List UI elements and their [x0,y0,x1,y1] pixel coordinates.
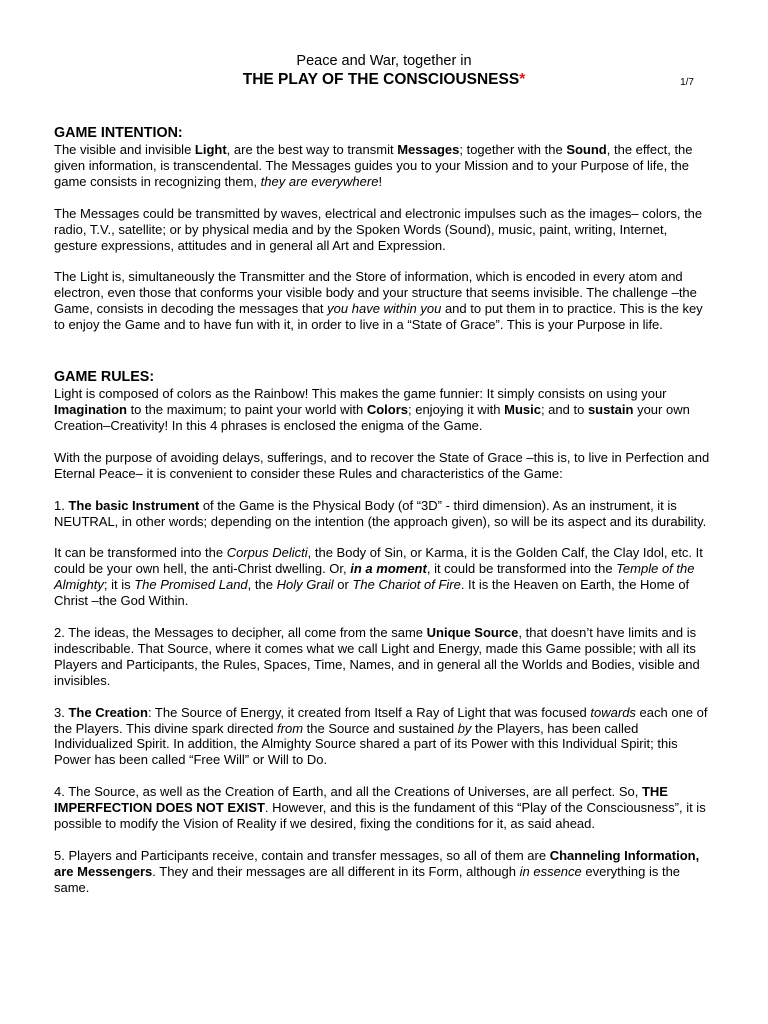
rule-1-continued: It can be transformed into the Corpus Delicti, the Body of Sin, or Karma, it is the Golden Calf, the Clay Idol, etc. It could be your own hell, the anti-Christ dwelling. Or, in a moment, it could be transformed into the Temple of the Almighty; it is The Promised Land, the Holy Grail or The Chariot of Fire. It is the Heaven on Earth, the Home of Christ –the God Within. [54,545,703,609]
intention-paragraph-3: The Light is, simultaneously the Transmitter and the Store of information, which is encoded in every atom and electron, even those that conforms your visible body and your structure that seems invisible. The challenge –the Game, consists in decoding the messages that you have within you and to put them in to practice. This is the key to enjoy the Game and to have fun with it, in order to live in a “State of Grace”. This is your Purpose in life. [54,269,703,333]
rule-2: 2. The ideas, the Messages to decipher, all come from the same Unique Source, that doesn’t have limits and is indescribable. That Source, where it comes what we call Light and Energy, made this Game possible; with all its Players and Participants, the Rules, Spaces, Time, Names, and in general all the Worlds and Bodies, visible and invisibles. [54,625,700,688]
document-title [0,70,768,90]
rule-5: 5. Players and Participants receive, contain and transfer messages, so all of them are Channeling Information, are Messengers. They and their messages are all different in its Form, although in essence everything is the same. [54,848,700,895]
title-text: THE PLAY OF THE CONSCIOUSNESS [242,71,520,88]
rules-paragraph-2: With the purpose of avoiding delays, sufferings, and to recover the State of Grace –this is, to live in Perfection and Eternal Peace– it is convenient to consider these Rules and characteristics of the Game: [54,449,710,481]
document-subtitle: Peace and War, together in [296,53,472,69]
intention-paragraph-1: The visible and invisible Light, are the best way to transmit Messages; together with the Sound, the effect, the given information, is transcendental. The Messages guides you to your Mission and to your Purpose of life, the game consists in recognizing them, they are everywhere! [54,142,693,189]
document-body [54,125,714,912]
title-asterisk: * [519,71,526,88]
intention-paragraph-2: The Messages could be transmitted by waves, electrical and electronic impulses such as the images– colors, the radio, T.V., satellite; or by physical media and by the Spoken Words (Sound), music, paint, writing, Internet, gesture expressions, attitudes and in general all Art and Expression. [54,205,703,253]
section-heading-rules: GAME RULES: [54,369,155,386]
rule-1: 1. The basic Instrument of the Game is the Physical Body (of “3D” - third dimension). As an instrument, it is NEUTRAL, in other words; depending on the intention (the approach given), so will be its aspect and its durability. [54,497,707,529]
rule-3: 3. The Creation: The Source of Energy, it created from Itself a Ray of Light that was focused towards each one of the Players. This divine spark directed from the Source and sustained by the Players, has been called Individualized Spirit. In addition, the Almighty Source shared a part of its Power with this Individual Spirit; this Power has been called “Free Will” or Will to Do. [54,704,708,768]
section-heading-intention: GAME INTENTION: [54,125,183,141]
page-number: 1/7 [680,77,694,88]
document-header [0,52,768,90]
rules-paragraph-1: Light is composed of colors as the Rainbow! This makes the game funnier: It simply consists on using your Imagination to the maximum; to paint your world with Colors; enjoying it with Music; and to sustain your own Creation–Creativity! In this 4 phrases is enclosed the enigma of the Game. [54,386,690,433]
rule-4: 4. The Source, as well as the Creation of Earth, and all the Creations of Universes, are all perfect. So, THE IMPERFECTION DOES NOT EXIST. However, and this is the fundament of this “Play of the Consciousness”, it is possible to modify the Vision of Reality if we desired, fixing the conditions for it, as said ahead. [54,784,706,832]
